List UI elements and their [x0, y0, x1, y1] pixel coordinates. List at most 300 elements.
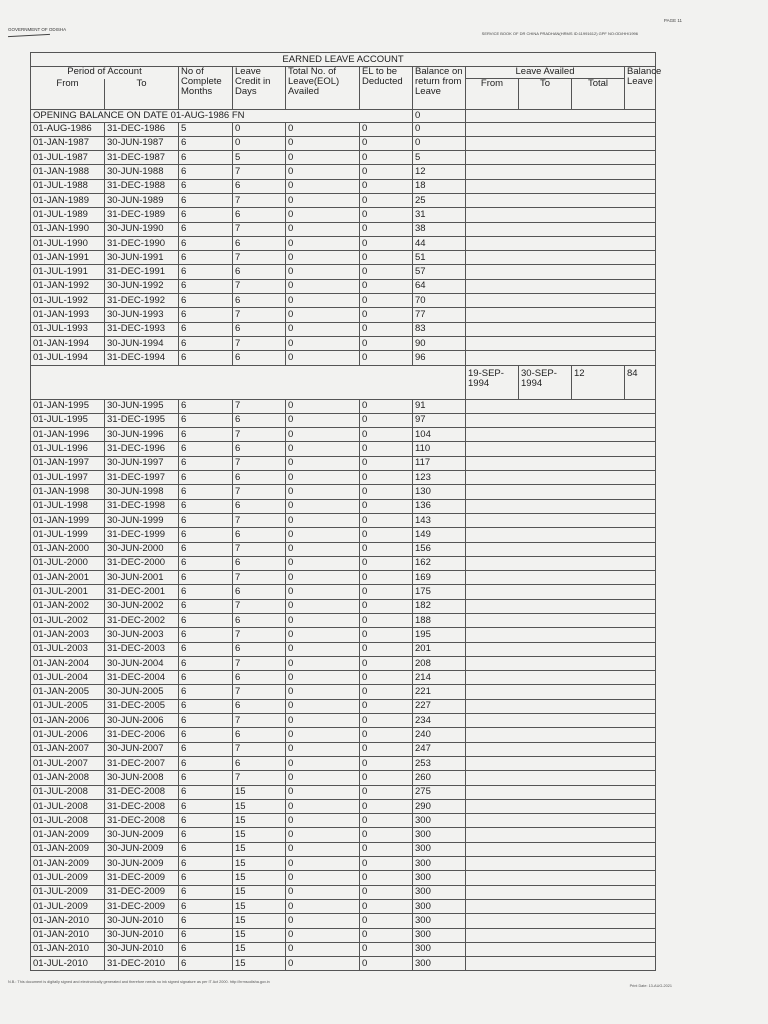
cell-deducted: 0 [360, 122, 413, 136]
table-row [31, 136, 656, 150]
cell-eol: 0 [286, 556, 360, 570]
leave-availed-blank [466, 585, 656, 599]
cell-to: 30-JUN-1992 [105, 279, 179, 293]
cell-to: 30-JUN-1997 [105, 456, 179, 470]
leave-availed-blank [466, 279, 656, 293]
table-row [31, 899, 656, 913]
cell-balance: 64 [413, 279, 466, 293]
cell-credit: 6 [233, 413, 286, 427]
cell-eol: 0 [286, 265, 360, 279]
opening-balance-value: 0 [413, 109, 466, 122]
cell-eol: 0 [286, 513, 360, 527]
cell-to: 30-JUN-1988 [105, 165, 179, 179]
cell-balance: 221 [413, 685, 466, 699]
cell-months: 6 [179, 471, 233, 485]
cell-from: 01-JAN-2008 [31, 771, 105, 785]
cell-to: 30-JUN-2001 [105, 571, 179, 585]
cell-eol: 0 [286, 122, 360, 136]
cell-credit: 15 [233, 871, 286, 885]
cell-to: 31-DEC-1995 [105, 413, 179, 427]
cell-credit: 7 [233, 222, 286, 236]
cell-eol: 0 [286, 528, 360, 542]
table-row [31, 914, 656, 928]
table-row [31, 599, 656, 613]
cell-balance: 234 [413, 714, 466, 728]
cell-deducted: 0 [360, 265, 413, 279]
table-row [31, 656, 656, 670]
leave-availed-blank [466, 136, 656, 150]
cell-months: 6 [179, 785, 233, 799]
cell-to: 31-DEC-1999 [105, 528, 179, 542]
cell-from: 01-JAN-1996 [31, 428, 105, 442]
table-row [31, 814, 656, 828]
cell-credit: 7 [233, 656, 286, 670]
table-row [31, 685, 656, 699]
cell-credit: 6 [233, 614, 286, 628]
cell-months: 6 [179, 642, 233, 656]
table-row [31, 728, 656, 742]
cell-deducted: 0 [360, 294, 413, 308]
cell-eol: 0 [286, 842, 360, 856]
cell-from: 01-JUL-1987 [31, 151, 105, 165]
cell-deducted: 0 [360, 571, 413, 585]
leave-availed-blank [466, 599, 656, 613]
cell-from: 01-JAN-1993 [31, 308, 105, 322]
cell-eol: 0 [286, 885, 360, 899]
leave-availed-blank [466, 885, 656, 899]
leave-availed-blank [466, 756, 656, 770]
table-row [31, 151, 656, 165]
cell-to: 30-JUN-2009 [105, 842, 179, 856]
table-row [31, 842, 656, 856]
cell-balance: 208 [413, 656, 466, 670]
cell-eol: 0 [286, 814, 360, 828]
leave-availed-to: 30-SEP-1994 [519, 365, 572, 399]
cell-balance: 117 [413, 456, 466, 470]
cell-balance: 162 [413, 556, 466, 570]
cell-to: 31-DEC-1997 [105, 471, 179, 485]
cell-eol: 0 [286, 699, 360, 713]
cell-credit: 0 [233, 122, 286, 136]
cell-balance: 96 [413, 351, 466, 365]
cell-credit: 6 [233, 322, 286, 336]
cell-to: 31-DEC-1993 [105, 322, 179, 336]
cell-from: 01-JAN-2010 [31, 928, 105, 942]
leave-availed-total-header: Total [572, 79, 625, 110]
cell-from: 01-JUL-1989 [31, 208, 105, 222]
leave-availed-blank [466, 656, 656, 670]
cell-credit: 6 [233, 351, 286, 365]
cell-credit: 7 [233, 165, 286, 179]
cell-credit: 15 [233, 942, 286, 956]
cell-to: 30-JUN-2003 [105, 628, 179, 642]
cell-to: 30-JUN-2010 [105, 928, 179, 942]
cell-deducted: 0 [360, 842, 413, 856]
cell-balance: 253 [413, 756, 466, 770]
cell-to: 31-DEC-1998 [105, 499, 179, 513]
cell-months: 6 [179, 699, 233, 713]
cell-deducted: 0 [360, 165, 413, 179]
cell-from: 01-JUL-1990 [31, 236, 105, 250]
cell-balance: 240 [413, 728, 466, 742]
cell-eol: 0 [286, 756, 360, 770]
cell-from: 01-JAN-2006 [31, 714, 105, 728]
cell-deducted: 0 [360, 957, 413, 971]
cell-eol: 0 [286, 179, 360, 193]
cell-to: 30-JUN-1987 [105, 136, 179, 150]
cell-from: 01-JAN-1989 [31, 193, 105, 207]
cell-credit: 7 [233, 193, 286, 207]
table-title: EARNED LEAVE ACCOUNT [31, 53, 656, 67]
cell-from: 01-JUL-2009 [31, 885, 105, 899]
cell-deducted: 0 [360, 685, 413, 699]
leave-availed-blank [466, 236, 656, 250]
cell-credit: 7 [233, 742, 286, 756]
cell-balance: 300 [413, 885, 466, 899]
cell-eol: 0 [286, 456, 360, 470]
cell-balance: 91 [413, 399, 466, 413]
table-row [31, 542, 656, 556]
cell-eol: 0 [286, 222, 360, 236]
cell-months: 6 [179, 828, 233, 842]
leave-availed-blank [466, 179, 656, 193]
cell-months: 6 [179, 179, 233, 193]
cell-balance: 70 [413, 294, 466, 308]
cell-credit: 15 [233, 842, 286, 856]
cell-from: 01-JUL-1998 [31, 499, 105, 513]
cell-from: 01-JAN-1988 [31, 165, 105, 179]
cell-deducted: 0 [360, 208, 413, 222]
cell-months: 6 [179, 756, 233, 770]
cell-months: 6 [179, 528, 233, 542]
cell-credit: 6 [233, 208, 286, 222]
cell-deducted: 0 [360, 642, 413, 656]
cell-months: 6 [179, 942, 233, 956]
table-row [31, 428, 656, 442]
period-of-account-header: Period of Account [31, 67, 179, 79]
cell-from: 01-JAN-2004 [31, 656, 105, 670]
leave-availed-spacer [31, 365, 466, 399]
cell-credit: 7 [233, 599, 286, 613]
cell-deducted: 0 [360, 857, 413, 871]
cell-balance: 247 [413, 742, 466, 756]
cell-credit: 15 [233, 899, 286, 913]
cell-deducted: 0 [360, 628, 413, 642]
leave-availed-blank [466, 857, 656, 871]
leave-availed-to-header: To [519, 79, 572, 110]
cell-eol: 0 [286, 428, 360, 442]
cell-deducted: 0 [360, 136, 413, 150]
cell-balance: 300 [413, 914, 466, 928]
cell-deducted: 0 [360, 771, 413, 785]
cell-eol: 0 [286, 771, 360, 785]
table-row [31, 585, 656, 599]
leave-availed-from-header: From [466, 79, 519, 110]
cell-deducted: 0 [360, 308, 413, 322]
cell-months: 6 [179, 151, 233, 165]
cell-balance: 275 [413, 785, 466, 799]
table-row [31, 714, 656, 728]
cell-eol: 0 [286, 236, 360, 250]
cell-credit: 6 [233, 471, 286, 485]
cell-eol: 0 [286, 599, 360, 613]
cell-to: 30-JUN-1996 [105, 428, 179, 442]
cell-credit: 7 [233, 771, 286, 785]
cell-from: 01-JAN-1987 [31, 136, 105, 150]
table-row [31, 179, 656, 193]
department-header: GOVERNMENT OF ODISHA [8, 27, 67, 32]
cell-to: 31-DEC-2009 [105, 899, 179, 913]
leave-availed-blank [466, 642, 656, 656]
cell-credit: 15 [233, 928, 286, 942]
cell-deducted: 0 [360, 222, 413, 236]
cell-from: 01-JUL-2008 [31, 814, 105, 828]
cell-months: 6 [179, 222, 233, 236]
cell-balance: 104 [413, 428, 466, 442]
cell-to: 31-DEC-2002 [105, 614, 179, 628]
cell-balance: 300 [413, 857, 466, 871]
cell-eol: 0 [286, 642, 360, 656]
cell-months: 6 [179, 265, 233, 279]
cell-months: 6 [179, 599, 233, 613]
leave-availed-blank [466, 628, 656, 642]
cell-eol: 0 [286, 857, 360, 871]
cell-from: 01-JUL-2005 [31, 699, 105, 713]
leave-availed-blank [466, 728, 656, 742]
cell-balance: 38 [413, 222, 466, 236]
cell-deducted: 0 [360, 251, 413, 265]
cell-to: 30-JUN-2002 [105, 599, 179, 613]
cell-eol: 0 [286, 714, 360, 728]
cell-credit: 6 [233, 556, 286, 570]
cell-from: 01-JAN-2009 [31, 857, 105, 871]
cell-deducted: 0 [360, 513, 413, 527]
leave-availed-blank [466, 914, 656, 928]
cell-to: 30-JUN-2010 [105, 914, 179, 928]
cell-from: 01-JAN-2010 [31, 942, 105, 956]
cell-from: 01-JAN-2010 [31, 914, 105, 928]
cell-credit: 15 [233, 957, 286, 971]
cell-deducted: 0 [360, 828, 413, 842]
cell-credit: 7 [233, 279, 286, 293]
cell-balance: 300 [413, 928, 466, 942]
leave-availed-from: 19-SEP-1994 [466, 365, 519, 399]
cell-credit: 5 [233, 151, 286, 165]
leave-availed-blank [466, 122, 656, 136]
cell-deducted: 0 [360, 499, 413, 513]
cell-from: 01-JUL-1996 [31, 442, 105, 456]
cell-balance: 182 [413, 599, 466, 613]
leave-availed-header: Leave Availed [466, 67, 625, 79]
cell-eol: 0 [286, 785, 360, 799]
table-row [31, 265, 656, 279]
cell-eol: 0 [286, 308, 360, 322]
cell-eol: 0 [286, 628, 360, 642]
cell-deducted: 0 [360, 179, 413, 193]
opening-balance-blank [466, 109, 656, 122]
cell-months: 6 [179, 842, 233, 856]
cell-balance: 77 [413, 308, 466, 322]
cell-months: 6 [179, 308, 233, 322]
cell-balance: 143 [413, 513, 466, 527]
table-row [31, 279, 656, 293]
cell-eol: 0 [286, 614, 360, 628]
cell-deducted: 0 [360, 456, 413, 470]
leave-availed-blank [466, 456, 656, 470]
cell-credit: 6 [233, 179, 286, 193]
cell-balance: 300 [413, 899, 466, 913]
cell-months: 6 [179, 857, 233, 871]
leave-availed-blank [466, 193, 656, 207]
cell-from: 01-JAN-1992 [31, 279, 105, 293]
table-row [31, 771, 656, 785]
cell-deducted: 0 [360, 399, 413, 413]
cell-to: 31-DEC-1990 [105, 236, 179, 250]
from-header: From [31, 79, 105, 110]
leave-availed-row [31, 365, 656, 399]
cell-from: 01-JUL-2000 [31, 556, 105, 570]
cell-balance: 51 [413, 251, 466, 265]
cell-to: 31-DEC-1992 [105, 294, 179, 308]
cell-to: 31-DEC-1988 [105, 179, 179, 193]
cell-credit: 7 [233, 714, 286, 728]
cell-to: 30-JUN-1993 [105, 308, 179, 322]
cell-months: 6 [179, 499, 233, 513]
cell-credit: 6 [233, 756, 286, 770]
leave-availed-blank [466, 336, 656, 350]
cell-credit: 15 [233, 828, 286, 842]
cell-balance: 300 [413, 957, 466, 971]
table-row [31, 294, 656, 308]
cell-to: 31-DEC-2009 [105, 885, 179, 899]
cell-credit: 15 [233, 785, 286, 799]
cell-deducted: 0 [360, 428, 413, 442]
table-row [31, 799, 656, 813]
leave-availed-blank [466, 785, 656, 799]
table-row [31, 885, 656, 899]
cell-credit: 6 [233, 699, 286, 713]
cell-from: 01-JUL-2009 [31, 899, 105, 913]
cell-from: 01-JUL-2003 [31, 642, 105, 656]
cell-deducted: 0 [360, 413, 413, 427]
cell-deducted: 0 [360, 742, 413, 756]
cell-from: 01-JAN-1999 [31, 513, 105, 527]
cell-deducted: 0 [360, 699, 413, 713]
cell-months: 6 [179, 442, 233, 456]
cell-months: 6 [179, 899, 233, 913]
cell-balance: 83 [413, 322, 466, 336]
cell-credit: 6 [233, 728, 286, 742]
cell-months: 6 [179, 585, 233, 599]
cell-to: 31-DEC-2008 [105, 799, 179, 813]
cell-months: 6 [179, 685, 233, 699]
cell-months: 6 [179, 571, 233, 585]
table-row [31, 499, 656, 513]
cell-credit: 6 [233, 642, 286, 656]
cell-eol: 0 [286, 899, 360, 913]
cell-from: 01-JUL-2001 [31, 585, 105, 599]
cell-deducted: 0 [360, 671, 413, 685]
service-book-header: SERVICE BOOK OF DR CHINA PRADHAN(HRMS ID:11991612) GPF NO:OD/HH/1996 [481, 31, 638, 36]
cell-months: 6 [179, 413, 233, 427]
cell-deducted: 0 [360, 322, 413, 336]
cell-balance: 188 [413, 614, 466, 628]
cell-months: 6 [179, 136, 233, 150]
cell-from: 01-JUL-2007 [31, 756, 105, 770]
leave-availed-blank [466, 714, 656, 728]
cell-balance: 195 [413, 628, 466, 642]
leave-availed-blank [466, 571, 656, 585]
cell-months: 6 [179, 871, 233, 885]
cell-deducted: 0 [360, 785, 413, 799]
cell-eol: 0 [286, 165, 360, 179]
cell-from: 01-JAN-2009 [31, 842, 105, 856]
table-row [31, 322, 656, 336]
cell-months: 6 [179, 351, 233, 365]
cell-credit: 15 [233, 857, 286, 871]
cell-balance: 12 [413, 165, 466, 179]
cell-to: 30-JUN-1989 [105, 193, 179, 207]
cell-eol: 0 [286, 251, 360, 265]
balance-leave-header: Balance Leave [625, 67, 656, 110]
table-row [31, 222, 656, 236]
cell-to: 31-DEC-2006 [105, 728, 179, 742]
leave-availed-blank [466, 499, 656, 513]
cell-months: 5 [179, 122, 233, 136]
cell-credit: 7 [233, 513, 286, 527]
cell-deducted: 0 [360, 885, 413, 899]
table-row [31, 857, 656, 871]
cell-to: 30-JUN-2007 [105, 742, 179, 756]
cell-to: 31-DEC-1994 [105, 351, 179, 365]
cell-months: 6 [179, 728, 233, 742]
cell-eol: 0 [286, 957, 360, 971]
cell-deducted: 0 [360, 814, 413, 828]
table-row [31, 208, 656, 222]
cell-from: 01-JUL-2009 [31, 871, 105, 885]
cell-balance: 130 [413, 485, 466, 499]
leave-availed-blank [466, 428, 656, 442]
cell-to: 30-JUN-2010 [105, 942, 179, 956]
cell-from: 01-JUL-2010 [31, 957, 105, 971]
table-row [31, 399, 656, 413]
cell-credit: 7 [233, 336, 286, 350]
cell-credit: 0 [233, 136, 286, 150]
cell-to: 30-JUN-1991 [105, 251, 179, 265]
cell-balance: 0 [413, 122, 466, 136]
leave-availed-blank [466, 251, 656, 265]
cell-from: 01-JAN-2009 [31, 828, 105, 842]
cell-credit: 6 [233, 671, 286, 685]
cell-months: 6 [179, 742, 233, 756]
cell-credit: 7 [233, 485, 286, 499]
cell-from: 01-JUL-1994 [31, 351, 105, 365]
cell-to: 31-DEC-1996 [105, 442, 179, 456]
cell-to: 31-DEC-1987 [105, 151, 179, 165]
cell-to: 31-DEC-2005 [105, 699, 179, 713]
leave-availed-blank [466, 771, 656, 785]
cell-credit: 6 [233, 265, 286, 279]
cell-balance: 300 [413, 942, 466, 956]
cell-deducted: 0 [360, 599, 413, 613]
leave-availed-blank [466, 165, 656, 179]
cell-from: 01-JUL-1999 [31, 528, 105, 542]
cell-to: 31-DEC-2000 [105, 556, 179, 570]
table-row [31, 614, 656, 628]
cell-months: 6 [179, 485, 233, 499]
table-row [31, 236, 656, 250]
cell-eol: 0 [286, 294, 360, 308]
